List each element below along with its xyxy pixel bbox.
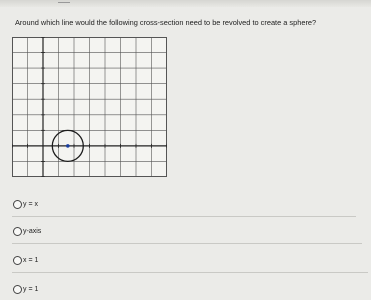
option-label: y = 1	[23, 285, 39, 293]
circle-center-point	[66, 144, 70, 148]
radio-button[interactable]	[13, 200, 22, 209]
coordinate-grid	[12, 37, 167, 177]
top-edge-fragment	[0, 0, 371, 7]
radio-button[interactable]	[13, 227, 22, 236]
option-label: y-axis	[23, 227, 42, 235]
divider	[12, 272, 368, 273]
option-y-equals-x[interactable]	[0, 193, 371, 215]
option-y-equals-1[interactable]	[0, 278, 371, 300]
grid-svg	[12, 37, 167, 177]
option-x-equals-1[interactable]	[0, 249, 371, 271]
radio-button[interactable]	[13, 285, 22, 294]
option-y-axis[interactable]	[0, 220, 371, 242]
divider	[12, 243, 362, 244]
radio-button[interactable]	[13, 256, 22, 265]
divider	[12, 216, 356, 217]
option-label: x = 1	[23, 256, 39, 264]
option-label: y = x	[23, 200, 38, 208]
question-text: Around which line would the following cross-section need to be revolved to create a sphere?	[15, 18, 317, 27]
